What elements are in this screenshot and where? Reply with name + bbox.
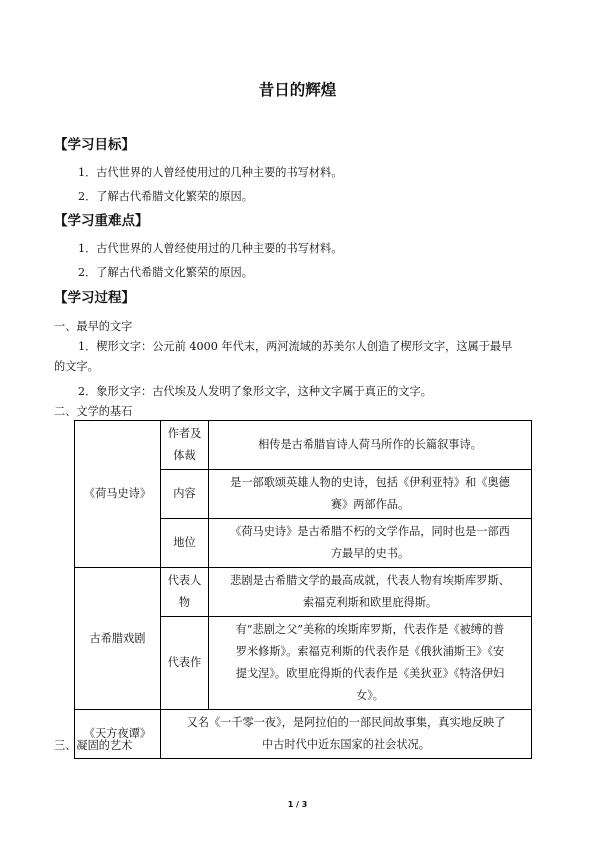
section-1-para-2: 2．象形文字：古代埃及人发明了象形文字，这种文字属于真正的文字。 <box>78 385 432 398</box>
key-point-item-2: 2．了解古代希腊文化繁荣的原因。 <box>78 266 253 279</box>
rep-text-cell: 悲剧是古希腊文学的最高成就，代表人物有埃斯库罗斯、 索福克利斯和欧里庇得斯。 <box>209 568 532 617</box>
content-text-cell: 是一部歌颂英雄人物的史诗，包括《伊利亚特》和《奥德 赛》两部作品。 <box>209 470 532 519</box>
status-label-cell: 地位 <box>161 519 209 568</box>
works-label-cell: 代表作 <box>161 617 209 710</box>
content-label-cell: 内容 <box>161 470 209 519</box>
page-number: 1 / 3 <box>287 800 308 809</box>
literature-table <box>74 420 532 759</box>
works-text-cell: 有“悲剧之父”美称的埃斯库罗斯，代表作是《被缚的普 罗米修斯》。索福克利斯的代表作是《俄狄浦斯王》《安 提戈涅》。欧里庇得斯的代表作是《美狄亚》《特洛伊妇 女》。 <box>209 617 532 710</box>
table-row <box>75 421 532 470</box>
rep-label-cell: 代表人 物 <box>161 568 209 617</box>
author-text-cell: 相传是古希腊盲诗人荷马所作的长篇叙事诗。 <box>209 421 532 470</box>
status-text-cell: 《荷马史诗》是古希腊不朽的文学作品，同时也是一部西 方最早的史书。 <box>209 519 532 568</box>
objective-item-2: 2．了解古代希腊文化繁荣的原因。 <box>78 190 253 203</box>
nights-text-cell: 又名《一千零一夜》，是阿拉伯的一部民间故事集，真实地反映了 中古时代中近东国家的社会状况。 <box>161 710 532 759</box>
table-row <box>75 568 532 617</box>
section-2-title: 二、文学的基石 <box>54 405 133 418</box>
nights-name-cell: 《天方夜谭》 <box>75 710 161 759</box>
process-heading: 【学习过程】 <box>54 290 135 306</box>
table-row <box>75 710 532 759</box>
homer-name-cell: 《荷马史诗》 <box>75 421 161 568</box>
objective-item-1: 1．古代世界的人曾经使用过的几种主要的书写材料。 <box>78 166 343 179</box>
section-1-para-1: 1．楔形文字：公元前 4000 年代末，两河流域的苏美尔人创造了楔形文字，这属于最早 <box>78 340 513 353</box>
key-point-item-1: 1．古代世界的人曾经使用过的几种主要的书写材料。 <box>78 242 343 255</box>
key-points-heading: 【学习重难点】 <box>54 213 149 229</box>
section-1-para-1-cont: 的文字。 <box>54 360 99 373</box>
page-title: 昔日的辉煌 <box>258 81 337 99</box>
author-label-cell: 作者及 体裁 <box>161 421 209 470</box>
drama-name-cell: 古希腊戏剧 <box>75 568 161 710</box>
section-1-title: 一、最早的文字 <box>54 320 133 333</box>
objectives-heading: 【学习目标】 <box>54 137 135 153</box>
section-3-title: 三、凝固的艺术 <box>54 739 133 752</box>
